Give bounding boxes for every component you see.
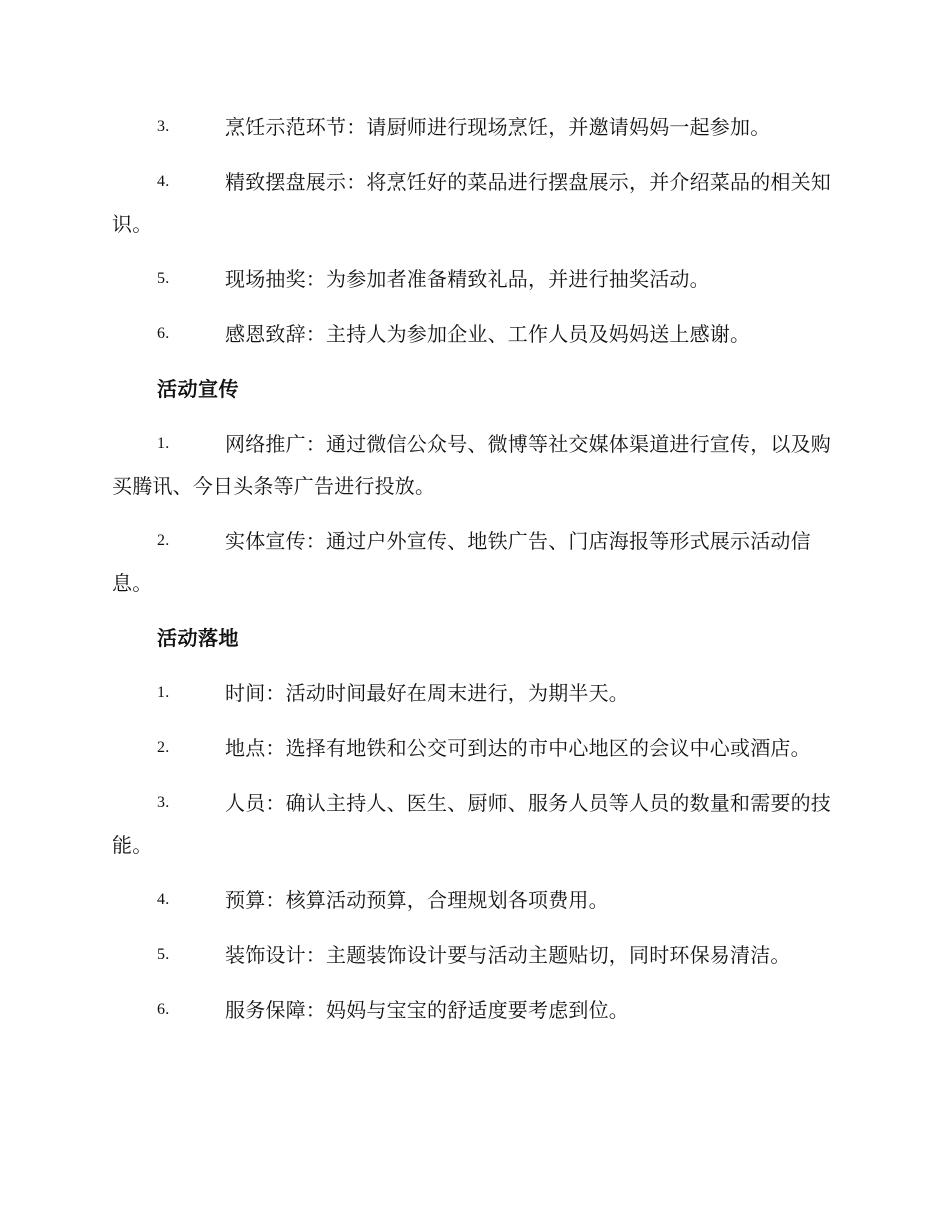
list-item [112,727,834,769]
list-text: 精致摆盘展示：将烹饪好的菜品进行摆盘展示，并介绍菜品的相关知识。 [112,170,831,236]
list-number: 2. [157,739,170,756]
section-heading-promotion: 活动宣传 [157,377,239,401]
list-text: 时间：活动时间最好在周末进行，为期半天。 [225,681,629,705]
list-item [112,934,834,976]
list-item [112,106,834,148]
list-item [112,879,834,921]
list-text: 装饰设计：主题装饰设计要与活动主题贴切，同时环保易清洁。 [225,943,791,967]
list-item [112,672,834,714]
list-item [112,782,834,866]
list-text: 网络推广：通过微信公众号、微博等社交媒体渠道进行宣传，以及购买腾讯、今日头条等广告进行投放。 [112,432,831,498]
list-text: 地点：选择有地铁和公交可到达的市中心地区的会议中心或酒店。 [225,736,811,760]
list-item [112,520,834,604]
list-number: 6. [157,325,170,342]
list-text: 现场抽奖：为参加者准备精致礼品，并进行抽奖活动。 [225,267,710,291]
list-item [112,423,834,507]
list-text: 预算：核算活动预算，合理规划各项费用。 [225,888,609,912]
list-item [112,258,834,300]
list-number: 3. [157,794,170,811]
list-text: 实体宣传：通过户外宣传、地铁广告、门店海报等形式展示活动信息。 [112,529,811,595]
list-number: 1. [157,435,170,452]
list-text: 服务保障：妈妈与宝宝的舒适度要考虑到位。 [225,998,629,1022]
list-item [112,161,834,245]
list-number: 5. [157,270,170,287]
document-content [112,106,834,1044]
list-item [112,313,834,355]
list-item [112,989,834,1031]
section-heading-execution: 活动落地 [157,626,239,650]
list-number: 2. [157,532,170,549]
list-text: 烹饪示范环节：请厨师进行现场烹饪，并邀请妈妈一起参加。 [225,115,771,139]
list-number: 4. [157,891,170,908]
list-text: 人员：确认主持人、医生、厨师、服务人员等人员的数量和需要的技能。 [112,791,831,857]
list-text: 感恩致辞：主持人为参加企业、工作人员及妈妈送上感谢。 [225,322,751,346]
list-number: 4. [157,173,170,190]
list-number: 3. [157,118,170,135]
list-number: 1. [157,684,170,701]
list-number: 6. [157,1001,170,1018]
list-number: 5. [157,946,170,963]
